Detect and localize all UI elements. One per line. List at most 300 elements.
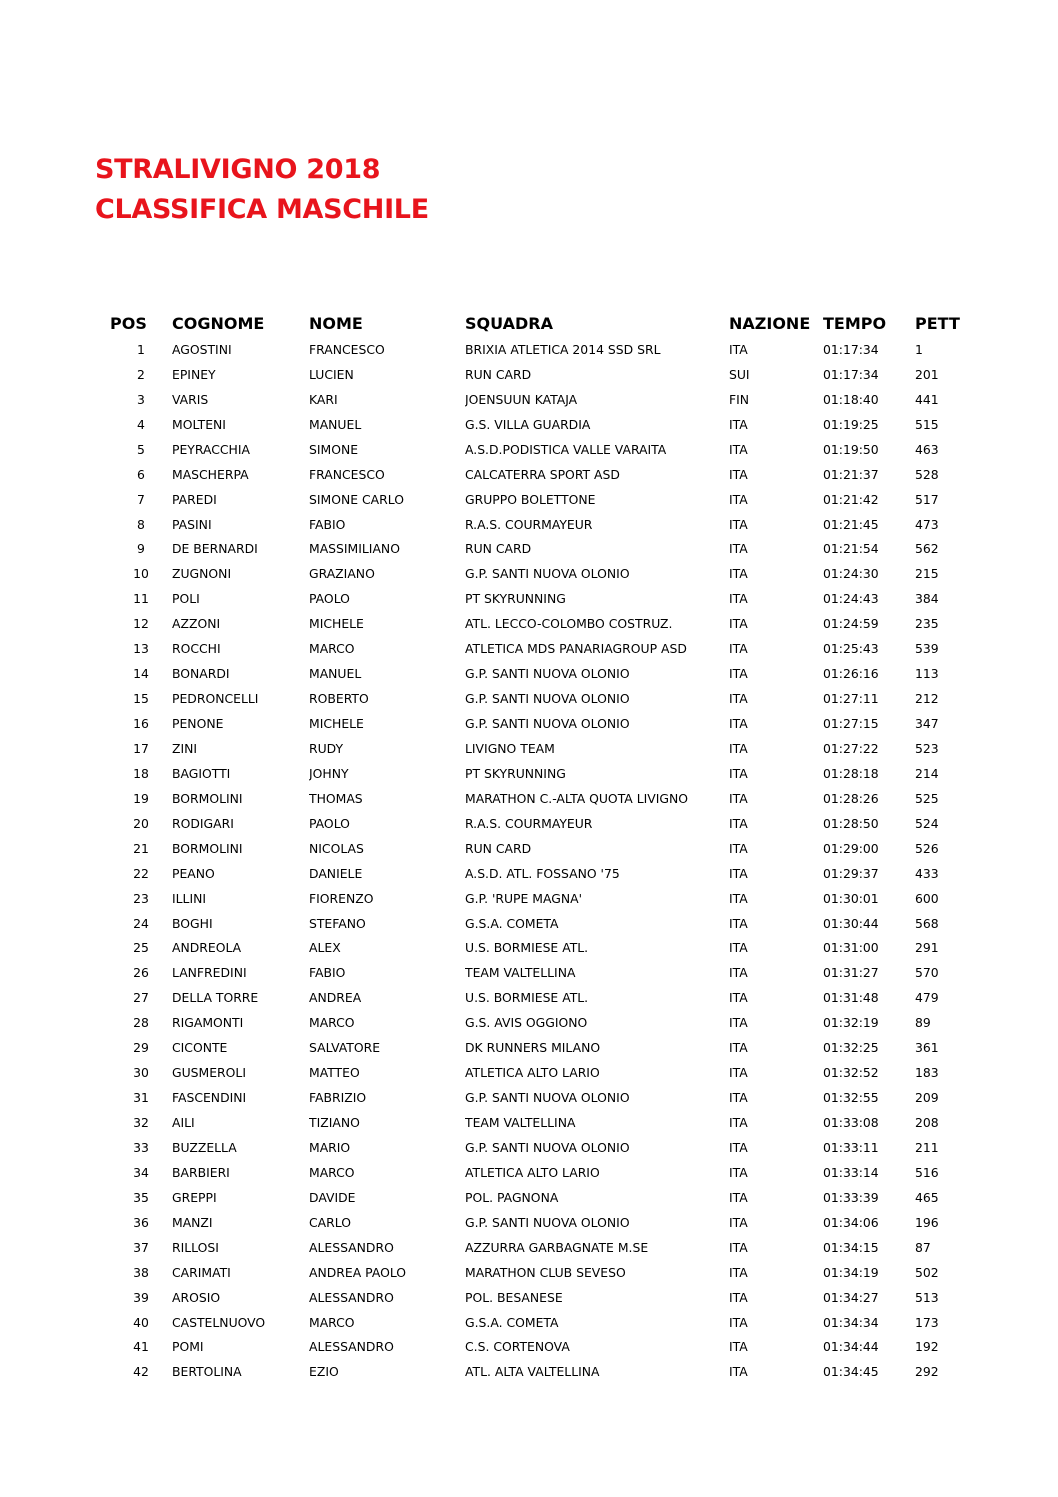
squadra-cell: POL. BESANESE — [465, 1289, 563, 1305]
tempo-cell: 01:34:45 — [823, 1364, 879, 1380]
pett-cell: 525 — [915, 790, 939, 806]
cognome-cell: PEDRONCELLI — [172, 691, 259, 707]
pos-cell: 33 — [133, 1139, 149, 1155]
tempo-cell: 01:28:50 — [823, 815, 879, 831]
table-row — [110, 487, 975, 512]
nome-cell: MARIO — [309, 1139, 351, 1155]
table-row — [110, 711, 975, 736]
pett-cell: 214 — [915, 765, 939, 781]
pos-cell: 11 — [133, 591, 149, 607]
squadra-cell: G.S. VILLA GUARDIA — [465, 416, 591, 432]
table-row — [110, 1060, 975, 1085]
pett-cell: 570 — [915, 965, 939, 981]
pos-cell: 25 — [133, 940, 149, 956]
table-row — [110, 736, 975, 761]
pos-cell: 26 — [133, 965, 149, 981]
pos-cell: 32 — [133, 1115, 149, 1131]
table-row — [110, 1210, 975, 1235]
pett-cell: 211 — [915, 1139, 939, 1155]
tempo-cell: 01:27:11 — [823, 691, 879, 707]
table-row — [110, 686, 975, 711]
nome-cell: MARCO — [309, 1164, 355, 1180]
nome-cell: MANUEL — [309, 666, 362, 682]
pett-cell: 361 — [915, 1040, 939, 1056]
nome-cell: FIORENZO — [309, 890, 374, 906]
nome-cell: MICHELE — [309, 716, 364, 732]
nazione-cell: ITA — [729, 491, 748, 507]
pett-cell: 173 — [915, 1314, 939, 1330]
squadra-cell: RUN CARD — [465, 541, 532, 557]
squadra-cell: G.P. SANTI NUOVA OLONIO — [465, 1090, 630, 1106]
cognome-cell: GUSMEROLI — [172, 1065, 246, 1081]
tempo-cell: 01:34:44 — [823, 1339, 879, 1355]
nome-cell: THOMAS — [309, 790, 363, 806]
cognome-cell: CARIMATI — [172, 1264, 231, 1280]
squadra-cell: POL. PAGNONA — [465, 1189, 559, 1205]
cognome-cell: POMI — [172, 1339, 204, 1355]
pett-cell: 517 — [915, 491, 939, 507]
pett-cell: 201 — [915, 366, 939, 382]
table-row — [110, 886, 975, 911]
tempo-cell: 01:29:37 — [823, 865, 879, 881]
nome-cell: CARLO — [309, 1214, 351, 1230]
cognome-cell: ROCCHI — [172, 641, 221, 657]
nazione-cell: ITA — [729, 840, 748, 856]
squadra-cell: A.S.D.PODISTICA VALLE VARAITA — [465, 441, 667, 457]
nazione-cell: ITA — [729, 990, 748, 1006]
squadra-cell: RUN CARD — [465, 366, 532, 382]
pett-cell: 1 — [915, 341, 923, 357]
nome-cell: ALESSANDRO — [309, 1339, 394, 1355]
nazione-cell: ITA — [729, 641, 748, 657]
nome-cell: LUCIEN — [309, 366, 354, 382]
nome-cell: FABIO — [309, 516, 346, 532]
tempo-cell: 01:30:01 — [823, 890, 879, 906]
squadra-cell: G.P. SANTI NUOVA OLONIO — [465, 666, 630, 682]
table-row — [110, 911, 975, 936]
nazione-cell: ITA — [729, 516, 748, 532]
tempo-cell: 01:24:59 — [823, 616, 879, 632]
nazione-cell: ITA — [729, 1090, 748, 1106]
tempo-cell: 01:27:15 — [823, 716, 879, 732]
nazione-cell: ITA — [729, 1065, 748, 1081]
pett-cell: 196 — [915, 1214, 939, 1230]
pos-cell: 41 — [133, 1339, 149, 1355]
pett-cell: 562 — [915, 541, 939, 557]
table-row — [110, 462, 975, 487]
squadra-cell: ATLETICA ALTO LARIO — [465, 1164, 600, 1180]
squadra-cell: BRIXIA ATLETICA 2014 SSD SRL — [465, 341, 661, 357]
squadra-cell: R.A.S. COURMAYEUR — [465, 815, 593, 831]
pos-cell: 15 — [133, 691, 149, 707]
squadra-cell: ATLETICA ALTO LARIO — [465, 1065, 600, 1081]
squadra-cell: R.A.S. COURMAYEUR — [465, 516, 593, 532]
cognome-cell: PEYRACCHIA — [172, 441, 250, 457]
nazione-cell: ITA — [729, 1189, 748, 1205]
tempo-cell: 01:21:37 — [823, 466, 879, 482]
nazione-cell: ITA — [729, 915, 748, 931]
nazione-cell: ITA — [729, 691, 748, 707]
cognome-cell: RILLOSI — [172, 1239, 219, 1255]
pett-cell: 526 — [915, 840, 939, 856]
nazione-cell: ITA — [729, 1040, 748, 1056]
pos-cell: 31 — [133, 1090, 149, 1106]
column-header-pos: POS — [110, 314, 147, 333]
nazione-cell: ITA — [729, 1364, 748, 1380]
squadra-cell: U.S. BORMIESE ATL. — [465, 940, 589, 956]
nazione-cell: ITA — [729, 965, 748, 981]
table-row — [110, 1010, 975, 1035]
squadra-cell: MARATHON CLUB SEVESO — [465, 1264, 626, 1280]
nome-cell: GRAZIANO — [309, 566, 375, 582]
table-row — [110, 811, 975, 836]
squadra-cell: G.P. SANTI NUOVA OLONIO — [465, 1139, 630, 1155]
table-row — [110, 1235, 975, 1260]
table-row — [110, 985, 975, 1010]
pett-cell: 528 — [915, 466, 939, 482]
table-row — [110, 362, 975, 387]
table-row — [110, 761, 975, 786]
cognome-cell: PEANO — [172, 865, 215, 881]
tempo-cell: 01:24:43 — [823, 591, 879, 607]
nome-cell: SALVATORE — [309, 1040, 381, 1056]
header-row — [110, 310, 975, 337]
nazione-cell: ITA — [729, 1314, 748, 1330]
cognome-cell: BAGIOTTI — [172, 765, 231, 781]
cognome-cell: MASCHERPA — [172, 466, 249, 482]
nazione-cell: ITA — [729, 541, 748, 557]
pos-cell: 10 — [133, 566, 149, 582]
nome-cell: MANUEL — [309, 416, 362, 432]
cognome-cell: BERTOLINA — [172, 1364, 242, 1380]
nazione-cell: ITA — [729, 1164, 748, 1180]
pos-cell: 35 — [133, 1189, 149, 1205]
pos-cell: 4 — [137, 416, 145, 432]
nazione-cell: ITA — [729, 1115, 748, 1131]
nazione-cell: ITA — [729, 591, 748, 607]
nome-cell: SIMONE CARLO — [309, 491, 404, 507]
table-row — [110, 936, 975, 961]
nome-cell: ANDREA PAOLO — [309, 1264, 407, 1280]
pett-cell: 568 — [915, 915, 939, 931]
tempo-cell: 01:31:27 — [823, 965, 879, 981]
nome-cell: EZIO — [309, 1364, 339, 1380]
nazione-cell: ITA — [729, 616, 748, 632]
pett-cell: 539 — [915, 641, 939, 657]
table-row — [110, 1085, 975, 1110]
pos-cell: 24 — [133, 915, 149, 931]
pos-cell: 38 — [133, 1264, 149, 1280]
pett-cell: 192 — [915, 1339, 939, 1355]
table-row — [110, 636, 975, 661]
nazione-cell: ITA — [729, 940, 748, 956]
tempo-cell: 01:33:39 — [823, 1189, 879, 1205]
pos-cell: 20 — [133, 815, 149, 831]
nome-cell: MARCO — [309, 641, 355, 657]
pett-cell: 473 — [915, 516, 939, 532]
cognome-cell: CICONTE — [172, 1040, 228, 1056]
pos-cell: 12 — [133, 616, 149, 632]
pos-cell: 14 — [133, 666, 149, 682]
pett-cell: 89 — [915, 1015, 931, 1031]
pos-cell: 39 — [133, 1289, 149, 1305]
nazione-cell: ITA — [729, 666, 748, 682]
cognome-cell: DE BERNARDI — [172, 541, 258, 557]
nazione-cell: ITA — [729, 341, 748, 357]
nazione-cell: ITA — [729, 1214, 748, 1230]
nome-cell: ALESSANDRO — [309, 1239, 394, 1255]
tempo-cell: 01:27:22 — [823, 740, 879, 756]
cognome-cell: RIGAMONTI — [172, 1015, 244, 1031]
pos-cell: 37 — [133, 1239, 149, 1255]
nazione-cell: ITA — [729, 466, 748, 482]
cognome-cell: BOGHI — [172, 915, 213, 931]
nome-cell: NICOLAS — [309, 840, 364, 856]
results-table — [110, 310, 975, 1384]
classification-title: CLASSIFICA MASCHILE — [95, 194, 429, 225]
cognome-cell: PENONE — [172, 716, 224, 732]
squadra-cell: PT SKYRUNNING — [465, 765, 566, 781]
tempo-cell: 01:29:00 — [823, 840, 879, 856]
squadra-cell: PT SKYRUNNING — [465, 591, 566, 607]
nazione-cell: ITA — [729, 1339, 748, 1355]
squadra-cell: LIVIGNO TEAM — [465, 740, 555, 756]
cognome-cell: LANFREDINI — [172, 965, 247, 981]
column-header-cognome: COGNOME — [172, 314, 265, 333]
nome-cell: FRANCESCO — [309, 341, 385, 357]
table-row — [110, 387, 975, 412]
pos-cell: 23 — [133, 890, 149, 906]
table-row — [110, 861, 975, 886]
tempo-cell: 01:24:30 — [823, 566, 879, 582]
tempo-cell: 01:33:11 — [823, 1139, 879, 1155]
pos-cell: 34 — [133, 1164, 149, 1180]
squadra-cell: DK RUNNERS MILANO — [465, 1040, 601, 1056]
nome-cell: DAVIDE — [309, 1189, 356, 1205]
column-header-squadra: SQUADRA — [465, 314, 553, 333]
table-row — [110, 1135, 975, 1160]
cognome-cell: FASCENDINI — [172, 1090, 247, 1106]
squadra-cell: TEAM VALTELLINA — [465, 965, 576, 981]
nazione-cell: ITA — [729, 1015, 748, 1031]
table-row — [110, 1185, 975, 1210]
pett-cell: 515 — [915, 416, 939, 432]
tempo-cell: 01:34:15 — [823, 1239, 879, 1255]
tempo-cell: 01:18:40 — [823, 391, 879, 407]
pett-cell: 209 — [915, 1090, 939, 1106]
pos-cell: 21 — [133, 840, 149, 856]
table-row — [110, 1160, 975, 1185]
nazione-cell: ITA — [729, 1264, 748, 1280]
cognome-cell: AZZONI — [172, 616, 221, 632]
tempo-cell: 01:34:34 — [823, 1314, 879, 1330]
pett-cell: 523 — [915, 740, 939, 756]
pett-cell: 441 — [915, 391, 939, 407]
pett-cell: 524 — [915, 815, 939, 831]
cognome-cell: EPINEY — [172, 366, 216, 382]
squadra-cell: A.S.D. ATL. FOSSANO '75 — [465, 865, 620, 881]
tempo-cell: 01:34:27 — [823, 1289, 879, 1305]
pos-cell: 30 — [133, 1065, 149, 1081]
tempo-cell: 01:31:48 — [823, 990, 879, 1006]
pos-cell: 5 — [137, 441, 145, 457]
tempo-cell: 01:21:42 — [823, 491, 879, 507]
column-header-nazione: NAZIONE — [729, 314, 811, 333]
pett-cell: 292 — [915, 1364, 939, 1380]
nome-cell: PAOLO — [309, 591, 350, 607]
pett-cell: 235 — [915, 616, 939, 632]
tempo-cell: 01:32:52 — [823, 1065, 879, 1081]
tempo-cell: 01:21:45 — [823, 516, 879, 532]
pos-cell: 7 — [137, 491, 145, 507]
nome-cell: STEFANO — [309, 915, 366, 931]
pos-cell: 42 — [133, 1364, 149, 1380]
nazione-cell: ITA — [729, 815, 748, 831]
table-row — [110, 786, 975, 811]
squadra-cell: ATL. LECCO-COLOMBO COSTRUZ. — [465, 616, 673, 632]
nome-cell: MARCO — [309, 1015, 355, 1031]
pett-cell: 433 — [915, 865, 939, 881]
title-block — [95, 150, 429, 230]
nome-cell: ALEX — [309, 940, 341, 956]
pett-cell: 87 — [915, 1239, 931, 1255]
tempo-cell: 01:17:34 — [823, 341, 879, 357]
squadra-cell: G.P. SANTI NUOVA OLONIO — [465, 691, 630, 707]
pett-cell: 384 — [915, 591, 939, 607]
event-title: STRALIVIGNO 2018 — [95, 154, 381, 185]
pett-cell: 479 — [915, 990, 939, 1006]
pett-cell: 113 — [915, 666, 939, 682]
nome-cell: FABRIZIO — [309, 1090, 367, 1106]
pett-cell: 208 — [915, 1115, 939, 1131]
squadra-cell: AZZURRA GARBAGNATE M.SE — [465, 1239, 649, 1255]
nazione-cell: ITA — [729, 1239, 748, 1255]
nazione-cell: ITA — [729, 441, 748, 457]
tempo-cell: 01:32:55 — [823, 1090, 879, 1106]
pos-cell: 29 — [133, 1040, 149, 1056]
pos-cell: 3 — [137, 391, 145, 407]
squadra-cell: ATLETICA MDS PANARIAGROUP ASD — [465, 641, 687, 657]
column-header-tempo: TEMPO — [823, 314, 887, 333]
table-row — [110, 1285, 975, 1310]
nome-cell: ANDREA — [309, 990, 362, 1006]
nome-cell: MARCO — [309, 1314, 355, 1330]
table-row — [110, 960, 975, 985]
table-row — [110, 1359, 975, 1384]
tempo-cell: 01:26:16 — [823, 666, 879, 682]
tempo-cell: 01:28:26 — [823, 790, 879, 806]
pett-cell: 212 — [915, 691, 939, 707]
pos-cell: 1 — [137, 341, 145, 357]
table-row — [110, 611, 975, 636]
pos-cell: 28 — [133, 1015, 149, 1031]
squadra-cell: GRUPPO BOLETTONE — [465, 491, 596, 507]
pett-cell: 463 — [915, 441, 939, 457]
pos-cell: 18 — [133, 765, 149, 781]
table-row — [110, 1335, 975, 1360]
squadra-cell: G.S.A. COMETA — [465, 1314, 559, 1330]
pett-cell: 291 — [915, 940, 939, 956]
pos-cell: 2 — [137, 366, 145, 382]
cognome-cell: AGOSTINI — [172, 341, 232, 357]
nazione-cell: FIN — [729, 391, 750, 407]
pos-cell: 19 — [133, 790, 149, 806]
squadra-cell: G.P. SANTI NUOVA OLONIO — [465, 716, 630, 732]
nome-cell: ALESSANDRO — [309, 1289, 394, 1305]
nome-cell: RUDY — [309, 740, 344, 756]
pos-cell: 6 — [137, 466, 145, 482]
cognome-cell: POLI — [172, 591, 200, 607]
pett-cell: 513 — [915, 1289, 939, 1305]
squadra-cell: G.S. AVIS OGGIONO — [465, 1015, 588, 1031]
squadra-cell: JOENSUUN KATAJA — [465, 391, 578, 407]
nazione-cell: ITA — [729, 416, 748, 432]
nome-cell: FRANCESCO — [309, 466, 385, 482]
cognome-cell: GREPPI — [172, 1189, 217, 1205]
pett-cell: 347 — [915, 716, 939, 732]
squadra-cell: U.S. BORMIESE ATL. — [465, 990, 589, 1006]
squadra-cell: G.P. SANTI NUOVA OLONIO — [465, 1214, 630, 1230]
pos-cell: 8 — [137, 516, 145, 532]
nome-cell: DANIELE — [309, 865, 363, 881]
nazione-cell: ITA — [729, 790, 748, 806]
tempo-cell: 01:34:19 — [823, 1264, 879, 1280]
nome-cell: MICHELE — [309, 616, 364, 632]
cognome-cell: BORMOLINI — [172, 840, 243, 856]
tempo-cell: 01:30:44 — [823, 915, 879, 931]
nome-cell: MATTEO — [309, 1065, 360, 1081]
table-row — [110, 337, 975, 362]
cognome-cell: MANZI — [172, 1214, 213, 1230]
tempo-cell: 01:19:50 — [823, 441, 879, 457]
table-row — [110, 561, 975, 586]
cognome-cell: BORMOLINI — [172, 790, 243, 806]
tempo-cell: 01:21:54 — [823, 541, 879, 557]
nome-cell: PAOLO — [309, 815, 350, 831]
pett-cell: 183 — [915, 1065, 939, 1081]
table-row — [110, 1260, 975, 1285]
cognome-cell: AILI — [172, 1115, 195, 1131]
cognome-cell: BONARDI — [172, 666, 230, 682]
cognome-cell: PAREDI — [172, 491, 217, 507]
nome-cell: FABIO — [309, 965, 346, 981]
nome-cell: KARI — [309, 391, 338, 407]
squadra-cell: C.S. CORTENOVA — [465, 1339, 570, 1355]
tempo-cell: 01:34:06 — [823, 1214, 879, 1230]
pos-cell: 16 — [133, 716, 149, 732]
pos-cell: 27 — [133, 990, 149, 1006]
cognome-cell: RODIGARI — [172, 815, 234, 831]
table-row — [110, 1310, 975, 1335]
squadra-cell: G.S.A. COMETA — [465, 915, 559, 931]
nazione-cell: ITA — [729, 1289, 748, 1305]
pos-cell: 22 — [133, 865, 149, 881]
pos-cell: 36 — [133, 1214, 149, 1230]
pett-cell: 600 — [915, 890, 939, 906]
cognome-cell: PASINI — [172, 516, 212, 532]
nazione-cell: ITA — [729, 566, 748, 582]
tempo-cell: 01:17:34 — [823, 366, 879, 382]
nazione-cell: ITA — [729, 740, 748, 756]
cognome-cell: CASTELNUOVO — [172, 1314, 266, 1330]
nazione-cell: ITA — [729, 716, 748, 732]
column-header-nome: NOME — [309, 314, 363, 333]
nazione-cell: ITA — [729, 1139, 748, 1155]
cognome-cell: ZUGNONI — [172, 566, 232, 582]
table-row — [110, 512, 975, 537]
cognome-cell: BARBIERI — [172, 1164, 230, 1180]
nome-cell: MASSIMILIANO — [309, 541, 400, 557]
